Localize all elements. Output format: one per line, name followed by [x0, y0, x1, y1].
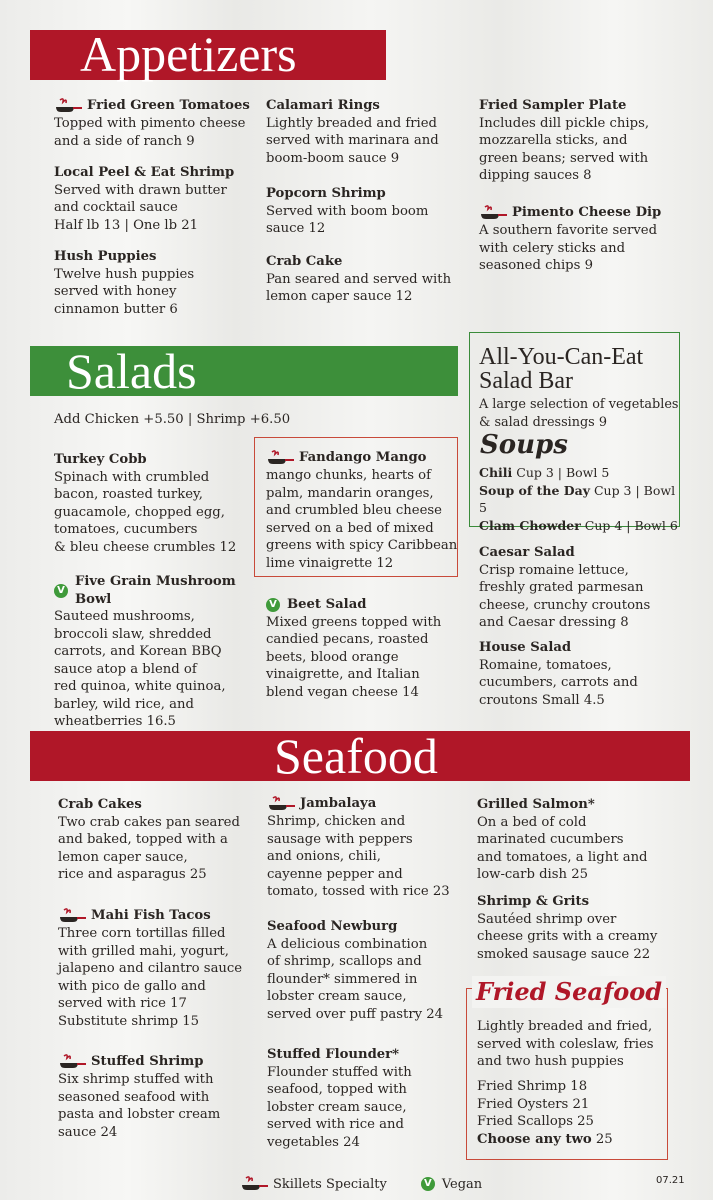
- menu-item-crab-cake: Crab Cake Pan seared and served with lemon caper sauce 12: [266, 254, 452, 304]
- menu-item-grilled-salmon: Grilled Salmon* On a bed of cold marinated cucumbers and tomatoes, a light and low-carb dish 25: [477, 797, 648, 882]
- seafood-banner: [30, 728, 690, 784]
- menu-item-calamari-rings: Calamari Rings Lightly breaded and fried served with marinara and boom-boom sauce 9: [266, 98, 439, 166]
- skillet-icon: [479, 204, 507, 222]
- legend: [240, 1173, 540, 1195]
- menu-item-turkey-cobb: Turkey Cobb Spinach with crumbled bacon, roasted turkey, guacamole, chopped egg, tomatoes, cucumbers & bleu cheese crumbles 12: [54, 452, 237, 555]
- salad-bar-title: All-You-Can-Eat Salad Bar: [479, 344, 644, 394]
- menu-item-hush-puppies: Hush Puppies Twelve hush puppies served with honey cinnamon butter 6: [54, 249, 195, 317]
- skillet-icon: [266, 449, 294, 467]
- menu-item-stuffed-flounder: Stuffed Flounder* Flounder stuffed with seafood, topped with lobster cream sauce, served with rice and vegetables 24: [267, 1047, 412, 1150]
- menu-item-crab-cakes: Crab Cakes Two crab cakes pan seared and baked, topped with a lemon caper sauce, rice and asparagus 25: [58, 797, 240, 882]
- soup-clam-chowder: Clam Chowder Cup 4 | Bowl 6: [479, 517, 678, 533]
- menu-item-pimento-cheese-dip: Pimento Cheese Dip A southern favorite served with celery sticks and seasoned chips 9: [479, 205, 662, 273]
- menu-item-stuffed-shrimp: Stuffed Shrimp Six shrimp stuffed with seasoned seafood with pasta and lobster cream sauce 24: [58, 1054, 221, 1140]
- skillet-icon: [240, 1175, 268, 1193]
- skillet-icon: [58, 1053, 86, 1071]
- menu-item-peel-eat-shrimp: Local Peel & Eat Shrimp Served with drawn butter and cocktail sauce Half lb 13 | One lb 21: [54, 165, 235, 233]
- soup-chili: Chili Cup 3 | Bowl 5: [479, 465, 610, 480]
- menu-item-jambalaya: Jambalaya Shrimp, chicken and sausage with peppers and onions, chili, cayenne pepper and tomato, tossed with rice 23: [267, 796, 450, 899]
- choose-any-two: Choose any two 25: [477, 1131, 613, 1147]
- salads-addons-note: Add Chicken +5.50 | Shrimp +6.50: [54, 412, 291, 427]
- fried-scallops: Fried Scallops 25: [477, 1114, 594, 1129]
- soups-list: [479, 464, 679, 534]
- soups-heading: Soups: [480, 430, 568, 460]
- legend-skillet-label: Skillets Specialty: [273, 1176, 387, 1192]
- seafood-heading: Seafood: [274, 728, 438, 784]
- fried-shrimp: Fried Shrimp 18: [477, 1079, 588, 1094]
- menu-item-fried-green-tomatoes: Fried Green Tomatoes Topped with pimento cheese and a side of ranch 9: [54, 98, 250, 149]
- menu-item-mahi-fish-tacos: Mahi Fish Tacos Three corn tortillas filled with grilled mahi, yogurt, jalapeno and cilantro sauce with pico de gallo and served with rice 17 Substitute shrimp 15: [58, 908, 243, 1029]
- fried-seafood-title: Fried Seafood: [472, 976, 666, 1008]
- fried-seafood-list: [477, 1078, 667, 1148]
- menu-item-fandango-mango: Fandango Mango mango chunks, hearts of palm, mandarin oranges, and crumbled bleu cheese served on a bed of mixed greens with spicy Caribbean lime vinaigrette 12: [266, 450, 458, 571]
- vegan-icon: V: [54, 584, 68, 598]
- salads-heading: Salads: [66, 343, 197, 399]
- vegan-icon: V: [266, 598, 280, 612]
- soup-of-the-day: Soup of the Day Cup 3 | Bowl 5: [479, 482, 676, 515]
- menu-item-fried-sampler: Fried Sampler Plate Includes dill pickle chips, mozzarella sticks, and green beans; served with dipping sauces 8: [479, 98, 650, 183]
- menu-date: 07.21: [656, 1175, 685, 1186]
- appetizers-heading: Appetizers: [80, 26, 297, 82]
- legend-vegan-label: Vegan: [441, 1176, 483, 1192]
- salads-banner: [30, 343, 458, 399]
- appetizers-banner: [30, 26, 386, 82]
- fried-seafood-desc: Lightly breaded and fried, served with coleslaw, fries and two hush puppies: [477, 1019, 654, 1069]
- menu-item-five-grain-bowl: V Five Grain Mushroom Bowl Sauteed mushrooms, broccoli slaw, shredded carrots, and Korean BBQ sauce atop a blend of red quinoa, white quinoa, barley, wild rice, and wheatberries 16.5: [54, 574, 236, 729]
- menu-item-popcorn-shrimp: Popcorn Shrimp Served with boom boom sauce 12: [266, 186, 429, 236]
- vegan-icon: V: [421, 1177, 435, 1191]
- menu-item-house-salad: House Salad Romaine, tomatoes, cucumbers, carrots and croutons Small 4.5: [479, 640, 638, 708]
- skillet-icon: [54, 97, 82, 115]
- menu-item-caesar-salad: Caesar Salad Crisp romaine lettuce, freshly grated parmesan cheese, crunchy croutons and Caesar dressing 8: [479, 545, 651, 630]
- salad-bar-desc: A large selection of vegetables & salad dressings 9: [479, 397, 679, 430]
- menu-item-shrimp-grits: Shrimp & Grits Sautéed shrimp over cheese grits with a creamy smoked sausage sauce 22: [477, 894, 658, 962]
- menu-item-seafood-newburg: Seafood Newburg A delicious combination of shrimp, scallops and flounder* simmered in lobster cream sauce, served over puff pastry 24: [267, 919, 444, 1022]
- skillet-icon: [267, 795, 295, 813]
- skillet-icon: [58, 907, 86, 925]
- menu-item-beet-salad: V Beet Salad Mixed greens topped with candied pecans, roasted beets, blood orange vinaigrette, and Italian blend vegan cheese 14: [266, 597, 442, 700]
- fried-oysters: Fried Oysters 21: [477, 1096, 590, 1112]
